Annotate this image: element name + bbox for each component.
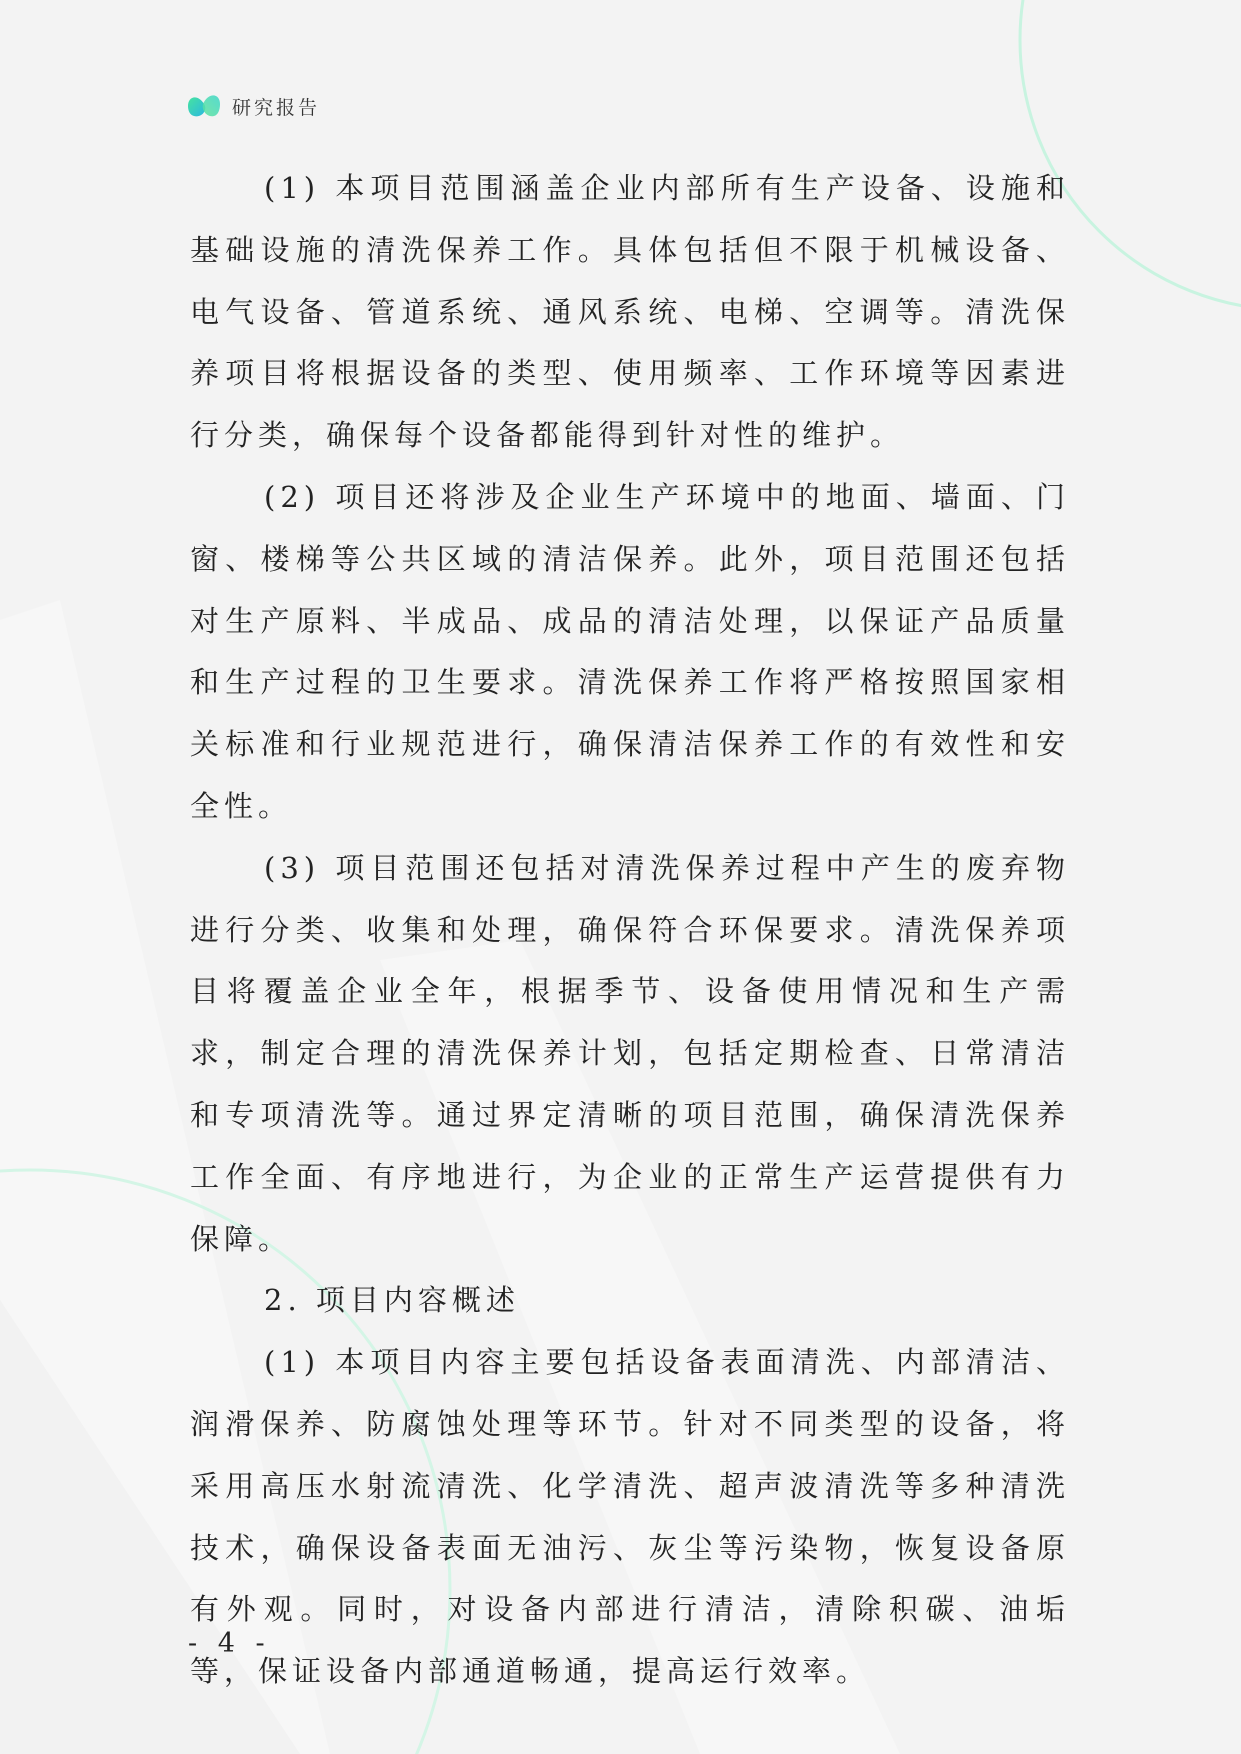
brand-logo-icon — [186, 90, 222, 122]
page-number: - 4 - — [188, 1628, 271, 1659]
report-header — [186, 88, 320, 124]
body-paragraph: (1) 本项目范围涵盖企业内部所有生产设备、设施和基础设施的清洗保养工作。具体包括但不限于机械设备、电气设备、管道系统、通风系统、电梯、空调等。清洗保养项目将根据设备的类型、使用频率、工作环境等因素进行分类，确保每个设备都能得到针对性的维护。 — [190, 171, 1070, 453]
body-paragraph: (2) 项目还将涉及企业生产环境中的地面、墙面、门窗、楼梯等公共区域的清洁保养。此外，项目范围还包括对生产原料、半成品、成品的清洁处理，以保证产品质量和生产过程的卫生要求。清洗保养工作将严格按照国家相关标准和行业规范进行，确保清洁保养工作的有效性和安全性。 — [190, 479, 1070, 823]
body-paragraph: (1) 本项目内容主要包括设备表面清洗、内部清洁、润滑保养、防腐蚀处理等环节。针对不同类型的设备，将采用高压水射流清洗、化学清洗、超声波清洗等多种清洗技术，确保设备表面无油污、灰尘等污染物，恢复设备原有外观。同时，对设备内部进行清洁，清除积碳、油垢等，保证设备内部通道畅通，提高运行效率。 — [190, 1345, 1070, 1689]
document-body — [190, 158, 1070, 1703]
body-paragraph: (3) 项目范围还包括对清洗保养过程中产生的废弃物进行分类、收集和处理，确保符合环保要求。清洗保养项目将覆盖企业全年，根据季节、设备使用情况和生产需求，制定合理的清洗保养计划，包括定期检查、日常清洁和专项清洗等。通过界定清晰的项目范围，确保清洗保养工作全面、有序地进行，为企业的正常生产运营提供有力保障。 — [190, 850, 1070, 1256]
section-heading: 2. 项目内容概述 — [264, 1283, 520, 1318]
header-title: 研究报告 — [232, 96, 321, 119]
